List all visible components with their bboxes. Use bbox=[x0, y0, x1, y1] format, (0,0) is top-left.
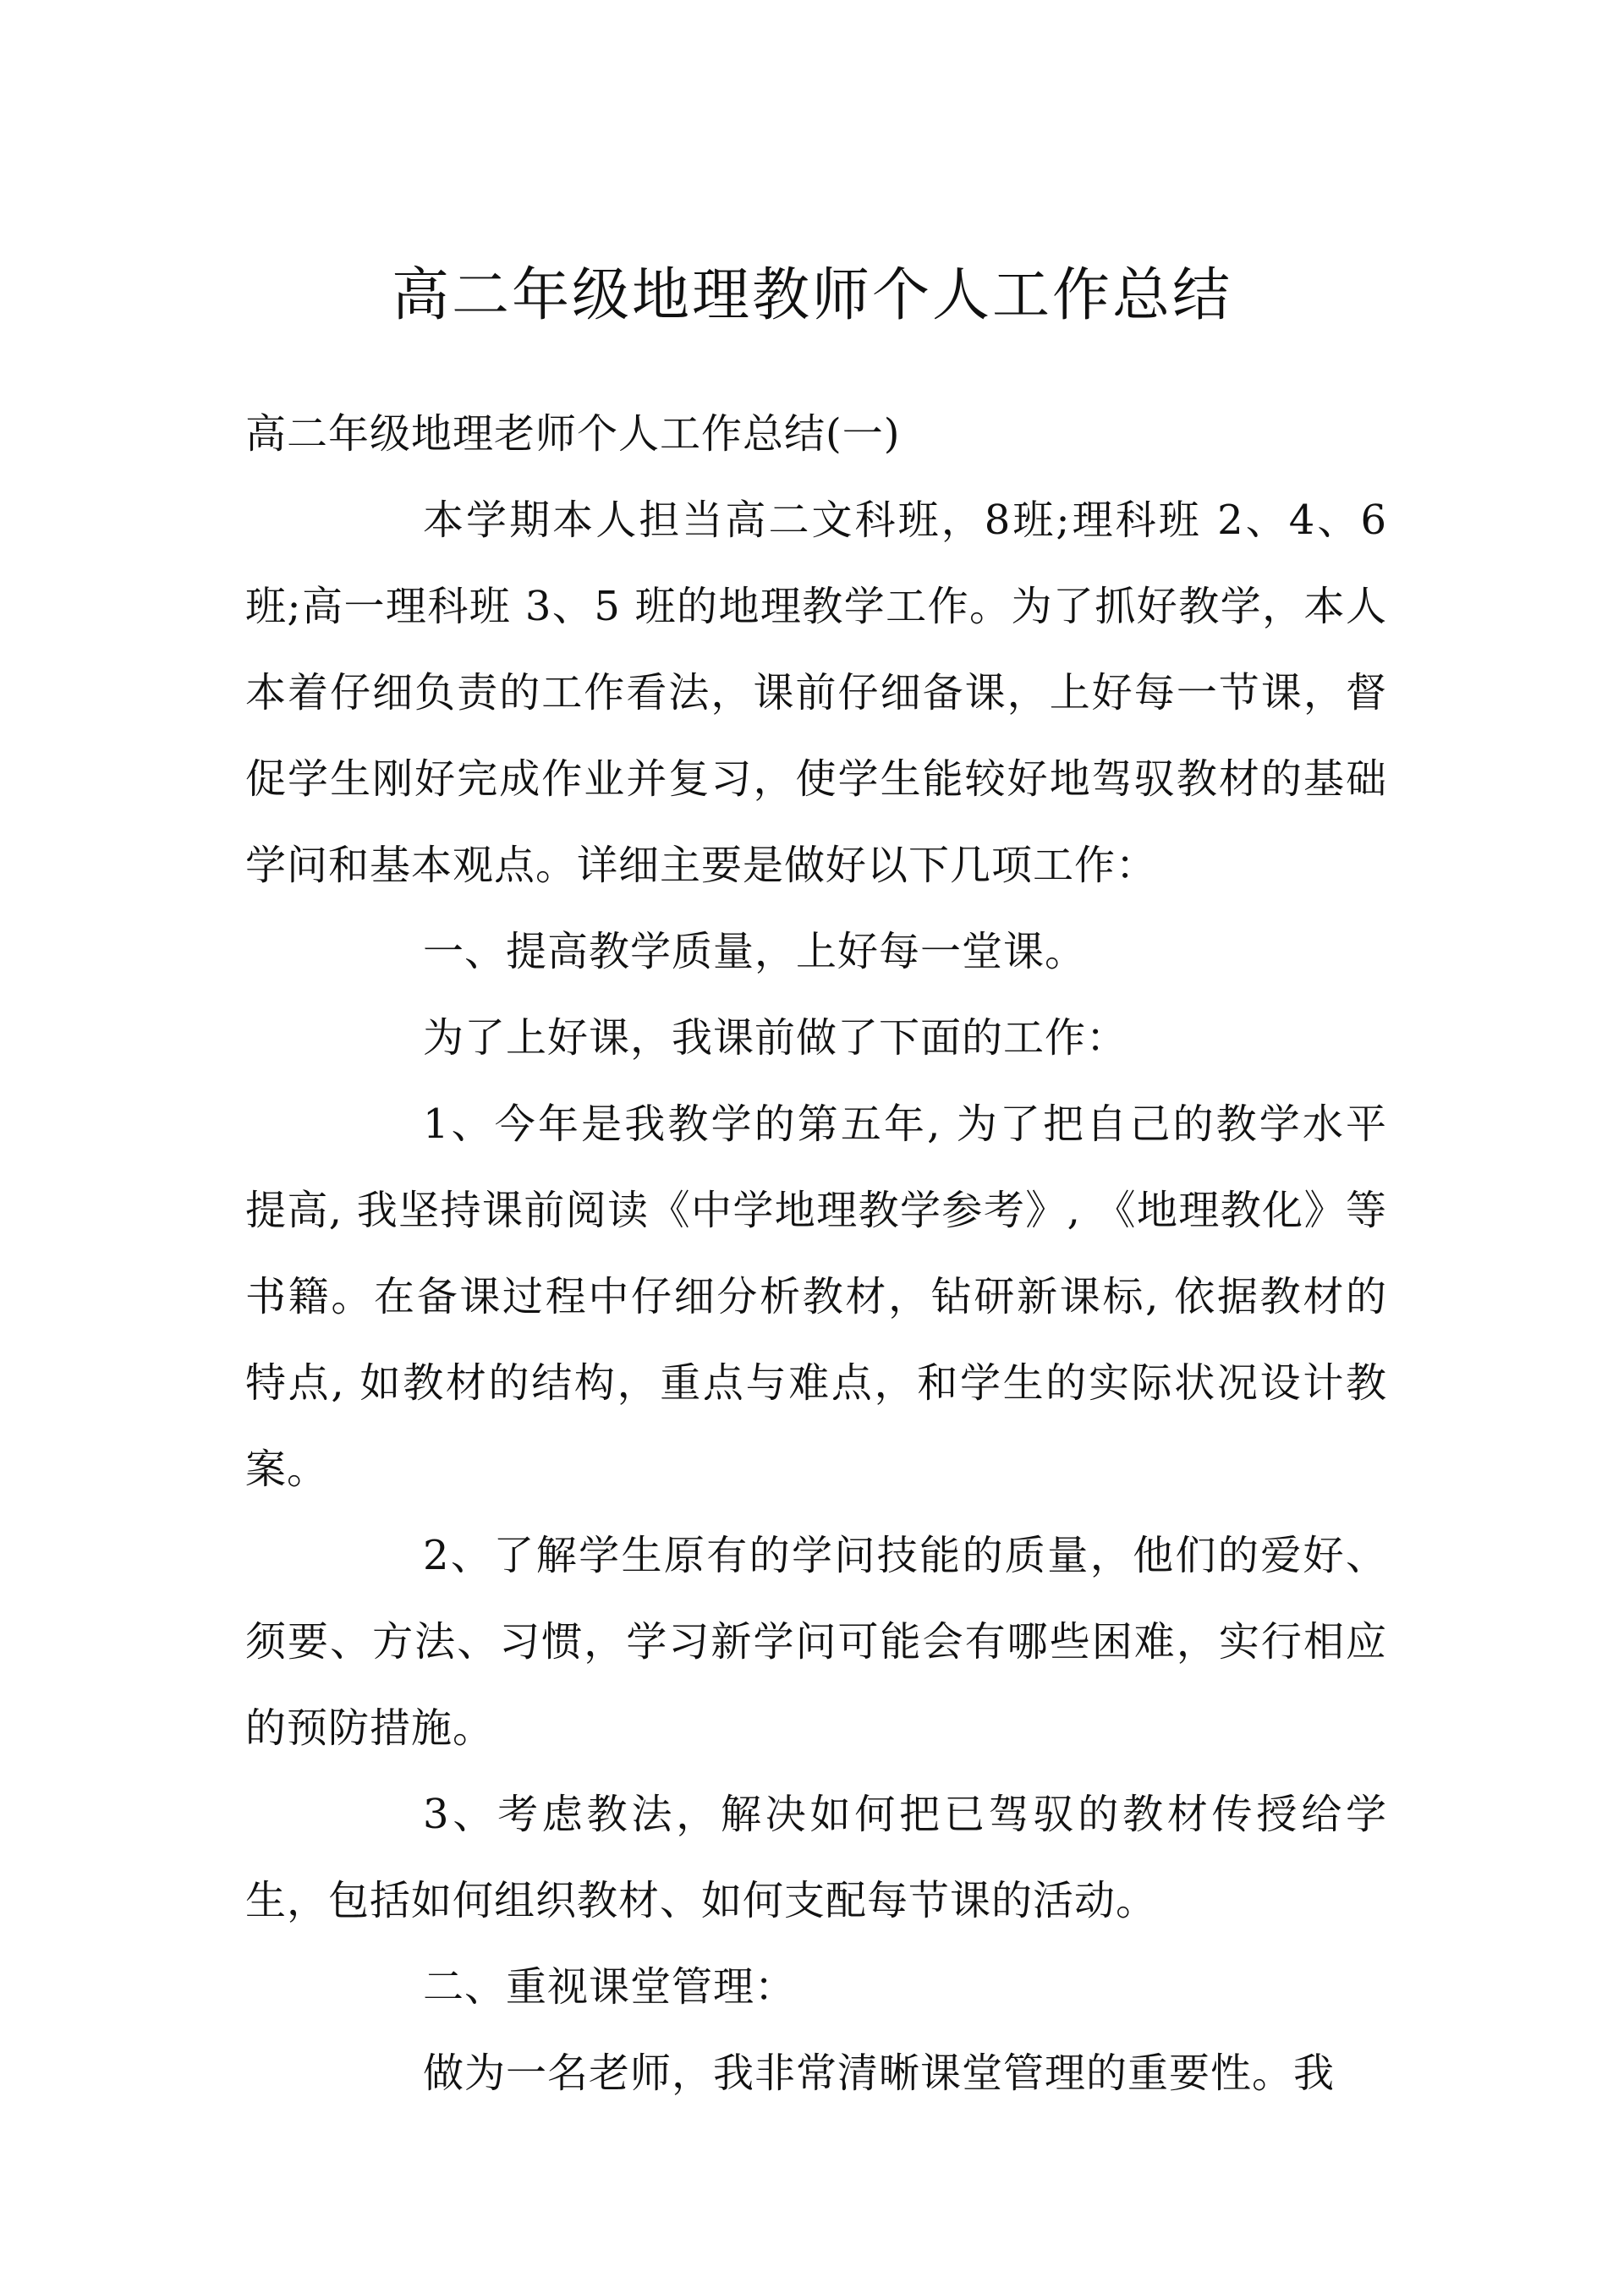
section-subtitle: 高二年级地理老师个人工作总结(一) bbox=[245, 410, 901, 458]
document-body bbox=[245, 391, 1387, 2116]
heading-section-two: 二、重视课堂管理： bbox=[423, 1963, 797, 2011]
paragraph-intro: 本学期本人担当高二文科班，8班;理科班 2、4、6 班;高一理科班 3、5 班的地理教学工作。为了抓好教学，本人本着仔细负责的工作看法，课前仔细备课，上好每一节课，督促学生刚好完成作业并复习，使学生能较好地驾驭教材的基础学问和基本观点。详细主要是做好以下几项工作： bbox=[245, 497, 1387, 889]
paragraph-classroom-management: 做为一名老师，我非常清晰课堂管理的重要性。我 bbox=[423, 2050, 1336, 2097]
paragraph-item-2: 2、了解学生原有的学问技能的质量，他们的爱好、须要、方法、习惯，学习新学问可能会有哪些困难，实行相应的预防措施。 bbox=[245, 1532, 1387, 1752]
heading-section-one: 一、提高教学质量，上好每一堂课。 bbox=[423, 928, 1087, 975]
paragraph-item-3: 3、考虑教法，解决如何把已驾驭的教材传授给学生，包括如何组织教材、如何支配每节课的活动。 bbox=[245, 1791, 1387, 1924]
paragraph-item-1: 1、今年是我教学的第五年, 为了把自己的教学水平提高, 我坚持课前阅读《中学地理教学参考》, 《地理教化》等书籍。在备课过程中仔细分析教材，钻研新课标, 依据教材的特点, 如教材的结构，重点与难点，和学生的实际状况设计教案。 bbox=[245, 1100, 1387, 1493]
document-title: 高二年级地理教师个人工作总结 bbox=[391, 262, 1232, 329]
paragraph-preparation: 为了上好课，我课前做了下面的工作： bbox=[423, 1014, 1128, 1062]
